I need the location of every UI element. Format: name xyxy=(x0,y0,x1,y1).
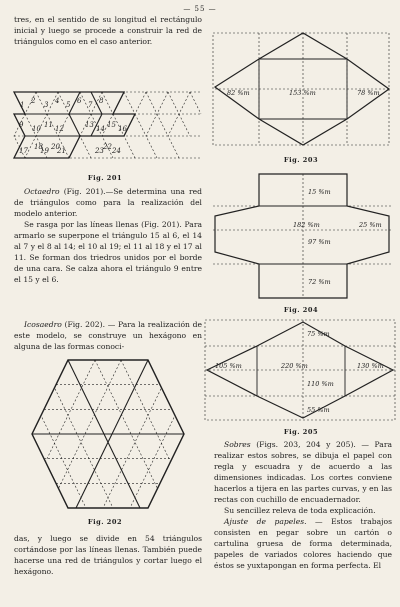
fig201-label: 21 xyxy=(57,147,66,155)
fig201-label: 15 xyxy=(107,121,116,129)
ajuste-p1: — Estos trabajos consisten en pegar sobre un cartón o cartulina gruesa de forma determinada, papeles de variados colores haciendo que éstos se yuxtapongan en forma perfecta. El xyxy=(214,517,392,570)
figure-201 xyxy=(10,88,206,170)
hexagon-text: das, y luego se divide en 54 triángulos cortándose por las líneas llenas. También puede hacerse una red de triángulos y cortar luego el hexágono. xyxy=(14,534,202,576)
fig204-dim: 97 %m xyxy=(308,238,331,246)
fig201-label: 2 xyxy=(31,97,36,105)
fig201-label: 16 xyxy=(118,125,127,133)
fig201-label: 11 xyxy=(44,121,53,129)
fig201-label: 3 xyxy=(44,101,49,109)
sobres-p1: — Para realizar estos sobres, se dibuja el papel con regla y escuadra y de acuerdo a las dimensiones indicadas. Los cortes conviene hacerlos a tijera en las partes curvas, y en las rectas con cuchillo de encuadernador. xyxy=(214,440,392,504)
fig202-caption: Fig. 202 xyxy=(87,518,123,526)
fig201-label: 20 xyxy=(51,143,60,151)
icosaedro-p1: — Para la realización de este modelo, se construye un hexágono en alguna de las formas conoci- xyxy=(14,320,202,351)
icosaedro-section xyxy=(14,319,202,352)
ajuste-title: Ajuste de papeles. xyxy=(224,517,307,526)
fig205-dim: 130 %m xyxy=(357,362,384,370)
icosaedro-title: Icosaedro xyxy=(24,320,62,329)
sobres-ref: (Figs. 203, 204 y 205). xyxy=(256,440,356,449)
fig203-dim: 78 %m xyxy=(357,89,380,97)
fig201-label: 24 xyxy=(112,147,121,155)
fig201-caption: Fig. 201 xyxy=(87,174,123,182)
fig204-dim: 182 %m xyxy=(293,221,320,229)
figure-202 xyxy=(28,354,188,514)
fig201-label: 5 xyxy=(66,101,71,109)
page-number: — 55 — xyxy=(183,5,217,13)
intro-paragraph xyxy=(14,14,202,47)
octaedro-p2: Se rasga por las líneas llenas (Fig. 201). Para armarlo se superpone el triángulo 15 al 6, el 14 al 7 y el 8 al 14; el 10 al 19; el 11 al 18 y el 17 al 11. Se forman dos triedros unidos por el borde de una cara. Se calza ahora el triángulo 9 entre el 15 y el 6. xyxy=(14,220,202,284)
fig205-caption: Fig. 205 xyxy=(283,428,319,436)
fig201-label: 18 xyxy=(34,143,43,151)
fig203-caption: Fig. 203 xyxy=(283,156,319,164)
octaedro-title: Octaedro xyxy=(24,187,60,196)
fig205-dim: 220 %m xyxy=(281,362,308,370)
fig204-dim: 72 %m xyxy=(308,278,331,286)
fig201-label: 19 xyxy=(40,147,49,155)
icosaedro-ref: (Fig. 202). xyxy=(64,320,105,329)
right-text xyxy=(214,439,392,571)
fig205-dim: 75 %m xyxy=(307,330,330,338)
fig205-dim: 105 %m xyxy=(215,362,242,370)
fig204-dim: 15 %m xyxy=(308,188,331,196)
fig203-dim: 153 %m xyxy=(289,89,316,97)
fig201-label: 9 xyxy=(19,121,24,129)
octaedro-ref: (Fig. 201). xyxy=(63,187,106,196)
fig201-label: 23 xyxy=(95,147,104,155)
fig201-label: 6 xyxy=(77,97,82,105)
fig201-label: 17 xyxy=(19,147,28,155)
fig205-dim: 110 %m xyxy=(307,380,334,388)
fig201-label: 12 xyxy=(55,125,64,133)
fig201-label: 7 xyxy=(88,101,93,109)
fig203-dim: 82 %m xyxy=(227,89,250,97)
sobres-p2: Su sencillez releva de toda explicación. xyxy=(224,506,376,515)
fig201-label: 8 xyxy=(99,97,104,105)
fig201-label: 14 xyxy=(96,125,105,133)
fig201-label: 13 xyxy=(85,121,94,129)
figure-203 xyxy=(209,27,393,155)
hexagon-paragraph xyxy=(14,533,202,577)
fig201-label: 10 xyxy=(32,125,41,133)
intro-text: tres, en el sentido de su longitud el rectángulo inicial y luego se procede a construir la red de triángulos como en el caso anterior. xyxy=(14,15,202,46)
figure-205 xyxy=(203,318,397,424)
fig201-label: 1 xyxy=(20,101,25,109)
fig201-label: 22 xyxy=(103,143,112,151)
fig201-label: 4 xyxy=(55,97,60,105)
fig204-dim: 25 %m xyxy=(359,221,382,229)
octaedro-section xyxy=(14,186,202,285)
fig204-caption: Fig. 204 xyxy=(283,306,319,314)
figure-204 xyxy=(209,168,393,304)
fig205-dim: 55 %m xyxy=(307,406,330,414)
octaedro-p1: —Se determina una red de triángulos como para la realización del modelo anterior. xyxy=(14,187,202,218)
sobres-title: Sobres xyxy=(224,440,251,449)
